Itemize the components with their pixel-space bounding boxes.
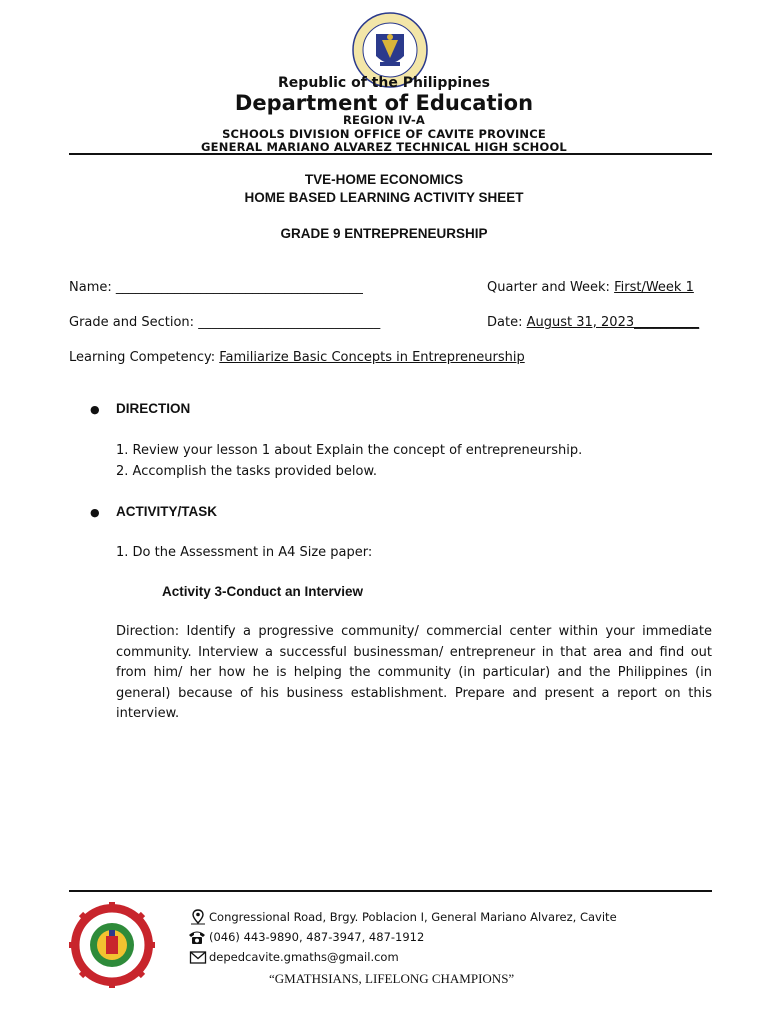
- quarter-field: [487, 280, 694, 295]
- footer-divider: [69, 890, 712, 892]
- activity-heading: ACTIVITY/TASK: [116, 504, 217, 519]
- telephone-icon: [187, 929, 207, 945]
- competency-field: [69, 350, 525, 365]
- school-motto: “GMATHSIANS, LIFELONG CHAMPIONS”: [269, 971, 515, 986]
- region-heading: REGION IV-A: [342, 113, 426, 127]
- quarter-label: Quarter and Week:: [487, 280, 610, 295]
- direction-heading: DIRECTION: [116, 401, 191, 416]
- school-logo: [69, 902, 155, 988]
- footer-email-line: [189, 949, 399, 965]
- quarter-value: First/Week 1: [614, 280, 694, 295]
- republic-heading: Republic of the Philippines: [278, 75, 490, 91]
- competency-label: Learning Competency:: [69, 350, 216, 365]
- department-heading: Department of Education: [234, 91, 534, 115]
- bullet-icon: ●: [90, 403, 100, 416]
- footer-address: Congressional Road, Brgy. Poblacion I, General Mariano Alvarez, Cavite: [209, 910, 617, 924]
- date-field: [487, 315, 699, 330]
- name-label: Name:: [69, 280, 112, 295]
- grade-section-blank: ____________________________: [198, 315, 381, 330]
- footer-phone: (046) 443-9890, 487-3947, 487-1912: [209, 930, 425, 944]
- direction-item-1: 1. Review your lesson 1 about Explain the concept of entrepreneurship.: [116, 443, 583, 458]
- activity-title: Activity 3-Conduct an Interview: [162, 584, 364, 599]
- name-blank: ______________________________________: [115, 280, 363, 295]
- competency-value: Familiarize Basic Concepts in Entrepreneurship: [219, 350, 525, 365]
- name-field: [69, 280, 363, 295]
- activity-paragraph: Direction: Identify a progressive community/ commercial center within your immediate community. Interview a successful businessman/ entrepreneur in that area and find out from him/ her how he is helping the community (in particular) and the Philippines (in general) because of his business establishment. Prepare and present a report on this interview.: [116, 624, 712, 721]
- sheet-title: HOME BASED LEARNING ACTIVITY SHEET: [244, 190, 524, 205]
- direction-item-2: 2. Accomplish the tasks provided below.: [116, 464, 378, 479]
- footer-address-line: [189, 909, 617, 925]
- subject-title: TVE-HOME ECONOMICS: [304, 172, 464, 187]
- date-value: August 31, 2023__________: [526, 315, 700, 330]
- grade-section-field: [69, 315, 380, 330]
- footer-phone-line: [187, 929, 424, 945]
- bullet-icon: ●: [90, 506, 100, 519]
- footer-email: depedcavite.gmaths@gmail.com: [209, 950, 399, 964]
- header-divider: [69, 153, 712, 155]
- location-pin-icon: [189, 909, 207, 925]
- school-heading: GENERAL MARIANO ALVAREZ TECHNICAL HIGH SCHOOL: [201, 140, 567, 154]
- division-heading: SCHOOLS DIVISION OFFICE OF CAVITE PROVINCE: [222, 127, 546, 141]
- activity-instruction: 1. Do the Assessment in A4 Size paper:: [116, 545, 373, 560]
- grade-section-label: Grade and Section:: [69, 315, 195, 330]
- envelope-icon: [189, 949, 207, 965]
- date-label: Date:: [487, 315, 523, 330]
- grade-title: GRADE 9 ENTREPRENEURSHIP: [280, 226, 488, 241]
